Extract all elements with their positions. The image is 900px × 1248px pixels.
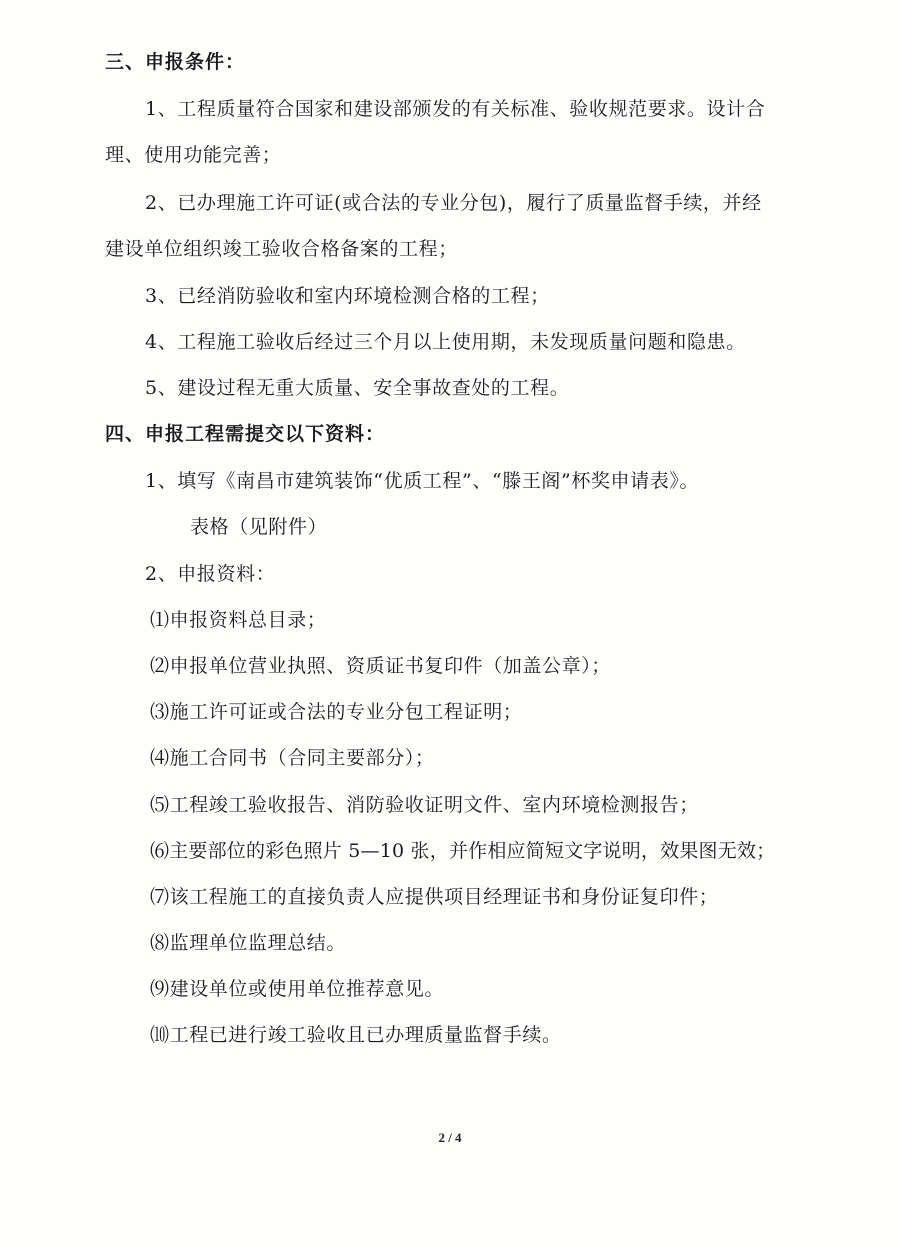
condition-4: 4、工程施工验收后经过三个月以上使用期，未发现质量问题和隐患。 [145, 331, 746, 353]
material-list-item-6: ⑹主要部位的彩色照片 5—10 张，并作相应简短文字说明，效果图无效； [150, 840, 776, 862]
material-list-item-10: ⑽工程已进行竣工验收且已办理质量监督手续。 [150, 1024, 562, 1046]
material-1-line-1: 1、填写《南昌市建筑装饰“优质工程”、“滕王阁”杯奖申请表》。 [145, 470, 700, 492]
material-list-item-5: ⑸工程竣工验收报告、消防验收证明文件、室内环境检测报告； [150, 794, 699, 816]
material-1-line-2: 表格（见附件） [190, 516, 328, 538]
condition-2-line-2: 建设单位组织竣工验收合格备案的工程； [105, 238, 458, 260]
section-four-heading: 四、申报工程需提交以下资料： [105, 423, 386, 445]
material-list-item-1: ⑴申报资料总目录； [150, 609, 327, 631]
condition-2-line-1: 2、已办理施工许可证(或合法的专业分包)，履行了质量监督手续，并经 [145, 192, 762, 214]
page-number: 2 / 4 [438, 1130, 462, 1145]
section-three-heading: 三、申报条件： [105, 51, 246, 73]
material-2-label: 2、申报资料： [145, 563, 276, 585]
material-list-item-4: ⑷施工合同书（合同主要部分）； [150, 747, 435, 769]
condition-1-line-2: 理、使用功能完善； [105, 144, 282, 166]
material-list-item-7: ⑺该工程施工的直接负责人应提供项目经理证书和身份证复印件； [150, 886, 719, 908]
condition-1-line-1: 1、工程质量符合国家和建设部颁发的有关标准、验收规范要求。设计合 [145, 98, 766, 120]
material-list-item-9: ⑼建设单位或使用单位推荐意见。 [150, 978, 445, 1000]
material-list-item-2: ⑵申报单位营业执照、资质证书复印件（加盖公章）； [150, 655, 611, 677]
material-list-item-8: ⑻监理单位监理总结。 [150, 932, 347, 954]
condition-3: 3、已经消防验收和室内环境检测合格的工程； [145, 285, 550, 307]
material-list-item-3: ⑶施工许可证或合法的专业分包工程证明； [150, 701, 523, 723]
condition-5: 5、建设过程无重大质量、安全事故查处的工程。 [145, 377, 570, 399]
